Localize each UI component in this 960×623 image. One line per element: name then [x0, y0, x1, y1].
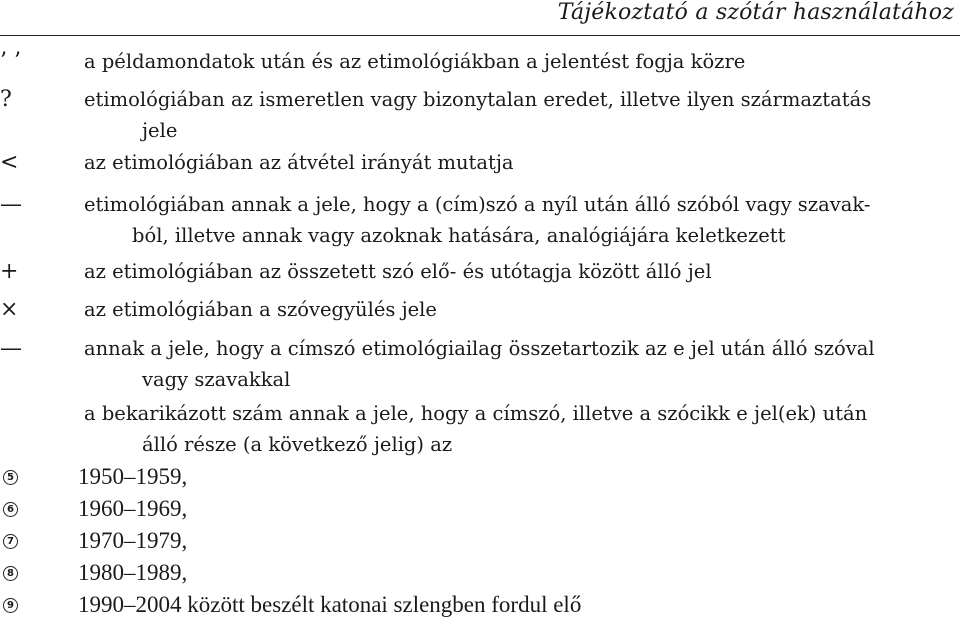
period-label: 1970–1979, — [78, 528, 188, 553]
legend-text: a példamondatok után és az etimológiákban a jelentést fogja közre — [84, 50, 746, 73]
legend-symbol: — — [0, 192, 22, 217]
legend-text: etimológiában az ismeretlen vagy bizonytalan eredet, illetve ilyen származtatás — [84, 88, 872, 111]
legend-symbol: ? — [0, 87, 12, 112]
period-label: 1960–1969, — [78, 496, 188, 521]
circled-number-icon: 7 — [3, 534, 18, 549]
legend-text: az etimológiában az összetett szó elő- és utótagja között álló jel — [84, 260, 712, 283]
circled-number-icon: 6 — [3, 502, 18, 517]
header-rule — [0, 35, 960, 36]
legend-text: az etimológiában az átvétel irányát mutatja — [84, 151, 514, 174]
period-label: 1950–1959, — [78, 464, 188, 489]
legend-text-continuation: jele — [142, 119, 178, 142]
circled-number-icon: 9 — [3, 598, 18, 613]
legend-text: annak a jele, hogy a címszó etimológiailag összetartozik az e jel után álló szóval — [84, 337, 875, 360]
page-header: Tájékoztató a szótár használatához — [557, 0, 954, 25]
legend-text-continuation: vagy szavakkal — [142, 368, 291, 391]
legend-text-continuation: álló része (a következő jelig) az — [142, 433, 453, 456]
period-label: 1990–2004 között beszélt katonai szlengben fordul elő — [78, 592, 582, 617]
legend-symbol: < — [0, 150, 19, 175]
legend-symbol: × — [0, 297, 19, 322]
circled-number-icon: 8 — [3, 566, 18, 581]
legend-text: etimológiában annak a jele, hogy a (cím)szó a nyíl után álló szóból vagy szavak- — [84, 193, 871, 216]
legend-symbol: + — [0, 259, 19, 284]
legend-symbol: — — [0, 336, 22, 361]
period-label: 1980–1989, — [78, 560, 188, 585]
legend-symbol: ’ ’ — [0, 49, 21, 74]
circled-number-icon: 5 — [3, 470, 18, 485]
legend-text-continuation: ból, illetve annak vagy azoknak hatására, analógiájára keletkezett — [132, 224, 786, 247]
legend-text: az etimológiában a szóvegyülés jele — [84, 298, 437, 321]
legend-text: a bekarikázott szám annak a jele, hogy a címszó, illetve a szócikk e jel(ek) után — [84, 402, 868, 425]
